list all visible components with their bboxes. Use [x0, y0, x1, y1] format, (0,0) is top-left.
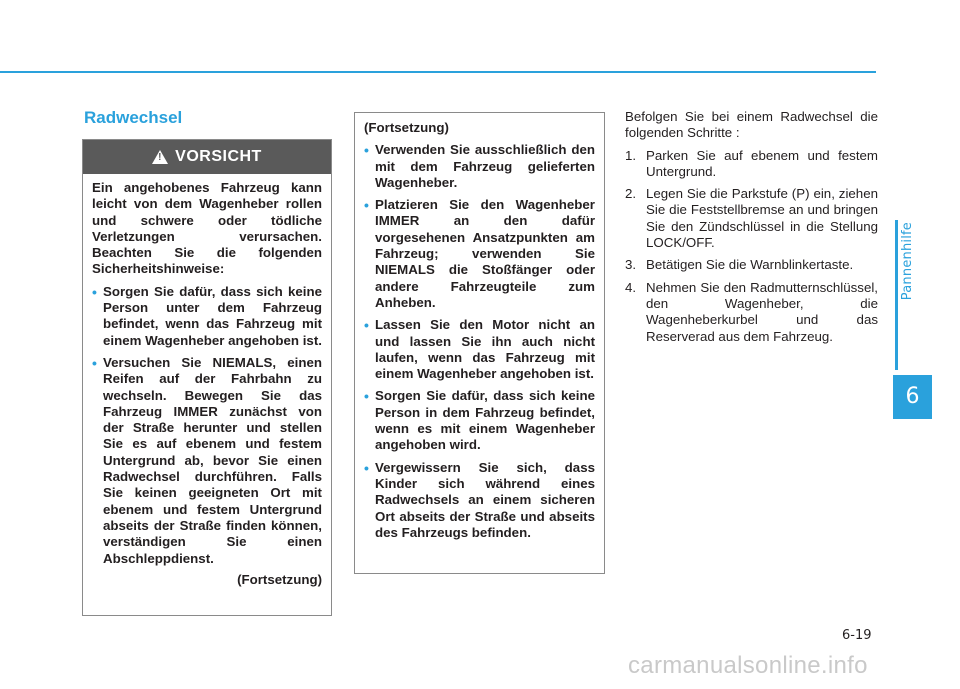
step-item: 3. Betätigen Sie die Warnblinkertaste.: [625, 257, 854, 273]
caution-box: [82, 139, 332, 616]
steps-column: [625, 109, 878, 351]
caution-item: • Platzieren Sie den Wagenheber IMMER an den dafür vorgesehenen Ansatzpunkten am Fahrzeug; verwenden Sie NIEMALS die Stoßfänger oder andere Fahrzeugteile zum Anheben.: [364, 197, 595, 310]
caution-continued-body: [355, 113, 604, 547]
bullet-icon: •: [364, 388, 369, 405]
header-rule: [0, 71, 876, 73]
chapter-number-tab: 6: [893, 375, 932, 419]
continued-heading: (Fortsetzung): [364, 120, 449, 135]
caution-list: [92, 284, 322, 567]
watermark: carmanualsonline.info: [628, 652, 868, 679]
caution-header: [83, 140, 331, 174]
bullet-icon: •: [92, 283, 97, 300]
caution-item: • Versuchen Sie NIEMALS, einen Reifen auf der Fahrbahn zu wechseln. Bewegen Sie das Fahrzeug IMMER zunächst von der Straße herunter und stellen Sie es auf ebenem und festem Untergrund ab, bevor Sie einen Radwechsel durchführen. Falls Sie keinen geeigneten Ort mit ebenem und festem Untergrund abseits der Straße finden können, verständigen Sie einen Abschleppdienst.: [92, 354, 322, 566]
caution-header-label: VORSICHT: [175, 148, 262, 165]
chapter-side-line: [895, 220, 898, 370]
caution-item: • Vergewissern Sie sich, dass Kinder sich während eines Radwechsels an einem sicheren Ort abseits der Straße und abseits des Fahrzeugs befinden.: [364, 459, 595, 540]
steps-list: [625, 148, 878, 345]
step-item: 1. Parken Sie auf ebenem und festem Untergrund.: [625, 147, 878, 179]
page-number: 6-19: [842, 628, 872, 643]
step-item: 4. Nehmen Sie den Radmutternschlüssel, den Wagenheber, die Wagenheberkurbel und das Reserverad aus dem Fahrzeug.: [625, 279, 878, 344]
caution-continued-list: [364, 142, 595, 541]
warning-triangle-icon: [152, 150, 168, 164]
step-item: 2. Legen Sie die Parkstufe (P) ein, ziehen Sie die Feststellbremse an und bringen Sie den Zündschlüssel in die Stellung LOCK/OFF.: [625, 186, 878, 251]
bullet-icon: •: [364, 142, 369, 159]
bullet-icon: •: [364, 317, 369, 334]
caution-continued-box: [354, 112, 605, 574]
caution-item: • Sorgen Sie dafür, dass sich keine Person unter dem Fahrzeug befindet, wenn das Fahrzeug mit einem Wagenheber angehoben ist.: [92, 283, 322, 348]
steps-intro: Befolgen Sie bei einem Radwechsel die folgenden Schritte :: [625, 109, 878, 141]
section-title: Radwechsel: [84, 108, 183, 127]
bullet-icon: •: [364, 459, 369, 476]
continued-label: (Fortsetzung): [237, 571, 322, 587]
caution-body: [83, 174, 331, 594]
caution-item: • Lassen Sie den Motor nicht an und lassen Sie ihn auch nicht laufen, wenn das Fahrzeug mit einem Wagenheber angehoben ist.: [364, 317, 595, 382]
bullet-icon: •: [92, 354, 97, 371]
caution-intro: Ein angehobenes Fahrzeug kann leicht von dem Wagenheber rollen und schwere oder tödliche Verletzungen verursachen. Beachten Sie die folgenden Sicherheitshinweise:: [92, 180, 322, 277]
bullet-icon: •: [364, 197, 369, 214]
chapter-title: Pannenhilfe: [900, 222, 915, 301]
caution-item: • Verwenden Sie ausschließlich den mit dem Fahrzeug gelieferten Wagenheber.: [364, 142, 595, 190]
caution-item: • Sorgen Sie dafür, dass sich keine Person in dem Fahrzeug befindet, wenn es mit einem Wagenheber angehoben wird.: [364, 388, 595, 453]
